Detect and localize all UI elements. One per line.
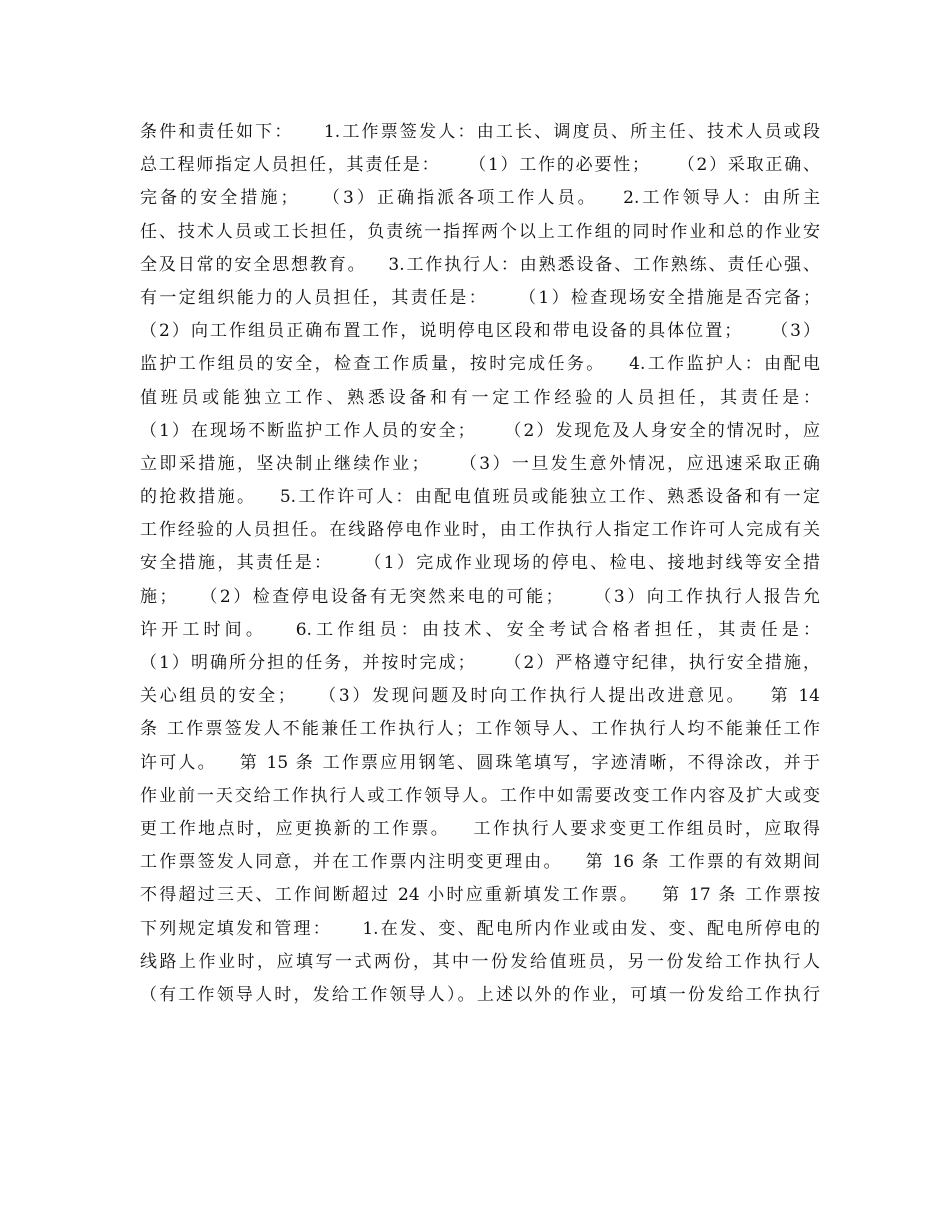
text-line: 工作票签发人同意，并在工作票内注明变更理由。 第 16 条 工作票的有效期间 (140, 852, 820, 873)
text-line: 的抢救措施。 5.工作许可人：由配电值班员或能独立工作、熟悉设备和有一定 (140, 487, 820, 508)
text-line: （有工作领导人时，发给工作领导人）。上述以外的作业，可填一份发给工作执行 (140, 984, 820, 1005)
text-line: 全及日常的安全思想教育。 3.工作执行人：由熟悉设备、工作熟练、责任心强、 (140, 254, 820, 275)
text-line: 安全措施，其责任是： （1）完成作业现场的停电、检电、接地封线等安全措 (140, 553, 820, 574)
text-line: 作业前一天交给工作执行人或工作领导人。工作中如需要改变工作内容及扩大或变 (140, 785, 820, 806)
text-line: 不得超过三天、工作间断超过 24 小时应重新填发工作票。 第 17 条 工作票按 (140, 885, 820, 906)
text-line: 关心组员的安全； （3）发现问题及时向工作执行人提出改进意见。 第 14 (140, 686, 820, 707)
body-text (140, 116, 820, 1012)
text-line: 工作经验的人员担任。在线路停电作业时，由工作执行人指定工作许可人完成有关 (140, 520, 820, 541)
text-line: 许开工时间。 6.工作组员：由技术、安全考试合格者担任，其责任是： (140, 619, 820, 640)
text-line: （2）向工作组员正确布置工作，说明停电区段和带电设备的具体位置； （3） (140, 321, 820, 342)
text-line: 值班员或能独立工作、熟悉设备和有一定工作经验的人员担任，其责任是： (140, 387, 820, 408)
text-line: 任、技术人员或工长担任，负责统一指挥两个以上工作组的同时作业和总的作业安 (140, 221, 820, 242)
text-line: 条件和责任如下： 1.工作票签发人：由工长、调度员、所主任、技术人员或段 (140, 122, 820, 142)
text-line: 更工作地点时，应更换新的工作票。 工作执行人要求变更工作组员时，应取得 (140, 818, 820, 839)
text-line: 许可人。 第 15 条 工作票应用钢笔、圆珠笔填写，字迹清晰，不得涂改，并于 (140, 752, 820, 773)
text-line: 线路上作业时，应填写一式两份，其中一份发给值班员，另一份发给工作执行人 (140, 951, 820, 972)
text-line: （1）明确所分担的任务，并按时完成； （2）严格遵守纪律，执行安全措施， (140, 653, 820, 673)
text-line: 下列规定填发和管理： 1.在发、变、配电所内作业或由发、变、配电所停电的 (140, 918, 820, 939)
text-line: 总工程师指定人员担任，其责任是： （1）工作的必要性； （2）采取正确、 (140, 155, 820, 176)
text-line: 有一定组织能力的人员担任，其责任是： （1）检查现场安全措施是否完备； (140, 287, 820, 308)
text-line: 立即采措施，坚决制止继续作业； （3）一旦发生意外情况，应迅速采取正确 (140, 453, 820, 474)
text-line: （1）在现场不断监护工作人员的安全； （2）发现危及人身安全的情况时，应 (140, 420, 820, 441)
text-line: 完备的安全措施； （3）正确指派各项工作人员。 2.工作领导人：由所主 (140, 188, 820, 209)
text-line: 监护工作组员的安全，检查工作质量，按时完成任务。 4.工作监护人：由配电 (140, 354, 820, 375)
text-line: 条 工作票签发人不能兼任工作执行人；工作领导人、工作执行人均不能兼任工作 (140, 719, 820, 740)
text-line: 施； （2）检查停电设备有无突然来电的可能； （3）向工作执行人报告允 (140, 586, 820, 607)
